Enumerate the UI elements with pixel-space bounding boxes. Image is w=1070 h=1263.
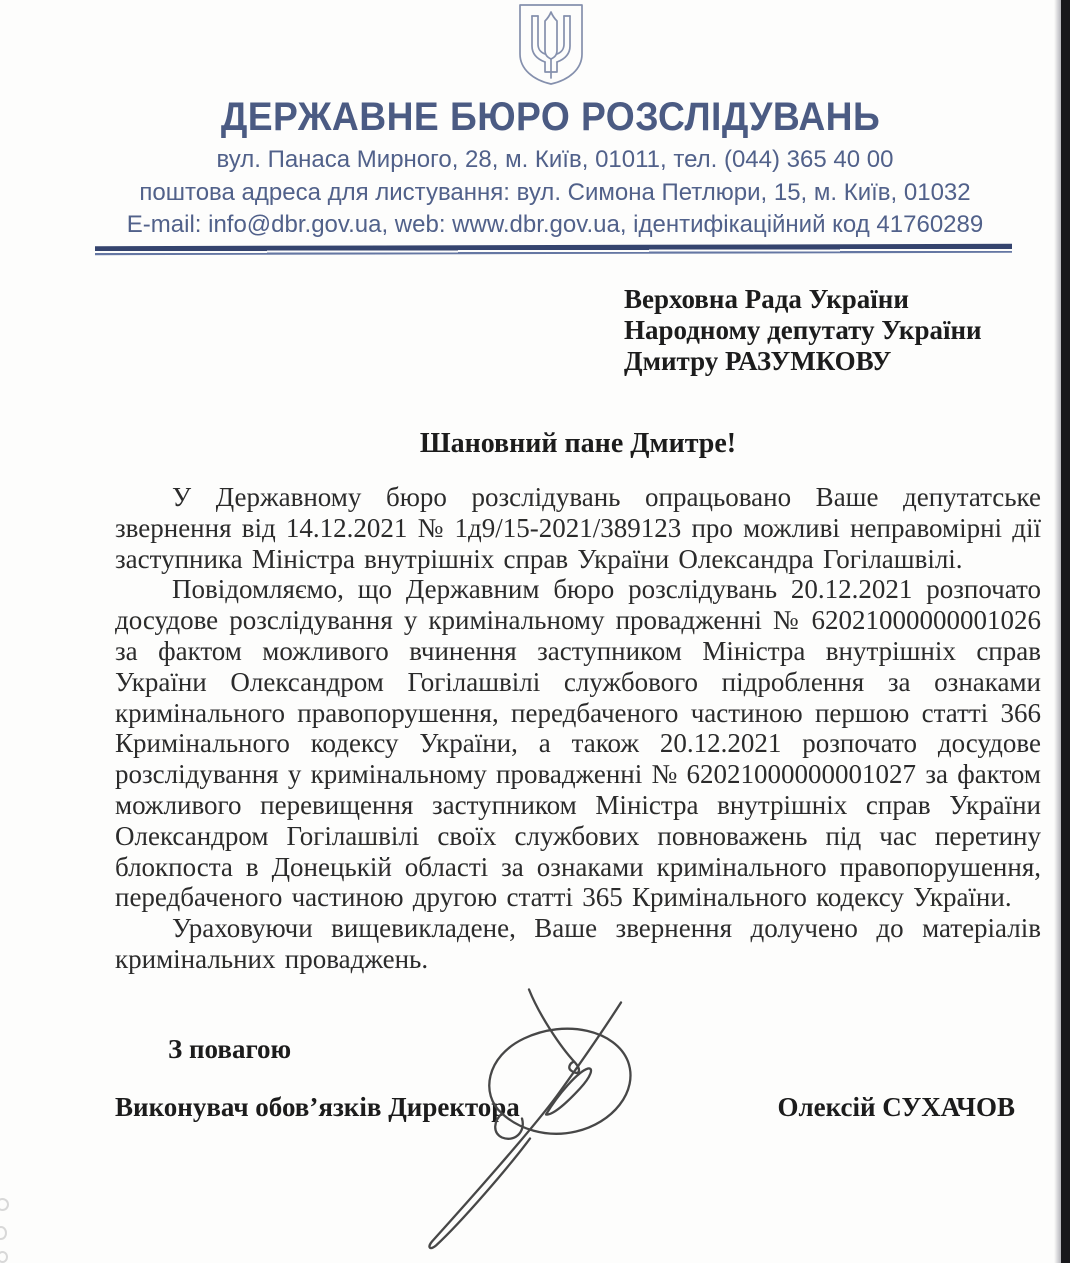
scan-artifact <box>0 1198 9 1211</box>
signer-title: Виконувач обов’язків Директора <box>115 1092 520 1122</box>
header-address-line-3: E-mail: info@dbr.gov.ua, web: www.dbr.gov.ua, ідентифікаційний код 41760289 <box>126 211 984 238</box>
signer-name: Олексій СУХАЧОВ <box>777 1092 1015 1122</box>
scan-artifact <box>0 1251 8 1263</box>
recipient-line-name: Дмитру РАЗУМКОВУ <box>624 346 892 376</box>
salutation: Шановний пане Дмитре! <box>419 428 737 459</box>
org-name-title <box>20 94 1070 140</box>
letter-body <box>115 482 1041 975</box>
scan-edge-shadow <box>1054 0 1061 1263</box>
ukraine-trident-icon <box>516 2 586 86</box>
recipient-block <box>624 284 982 377</box>
body-paragraph-2: Повідомляємо, що Державним бюро розслідувань 20.12.2021 розпочато досудове розслідування у кримінальному провадженні № 62021000000001026 за фактом можливого вчинення заступником Міністра внутрішніх справ України Олександром Гогілашвілі службового підроблення за ознаками кримінального правопорушення, передбаченого частиною першою статті 366 Кримінального кодексу України, а також 20.12.2021 розпочато досудове розслідування у кримінальному провадженні № 62021000000001027 за фактом можливого перевищення заступником Міністра внутрішніх справ України Олександром Гогілашвілі своїх службових повноважень під час перетину блокпоста в Донецькій області за ознаками кримінального правопорушення, передбаченого частиною другою статті 365 Кримінального кодексу України. <box>115 574 1041 913</box>
recipient-line-role: Народному депутату України <box>624 315 982 345</box>
recipient-line-institution: Верховна Рада України <box>624 284 909 314</box>
body-paragraph-3: Ураховуючи вищевикладене, Ваше звернення долучено до матеріалів кримінальних проваджень. <box>115 913 1041 974</box>
header-address-line-2: поштова адреса для листування: вул. Симона Петлюри, 15, м. Київ, 01032 <box>139 179 971 206</box>
scan-artifact <box>0 1226 7 1240</box>
scan-edge-band <box>1061 0 1070 1263</box>
handwritten-signature-icon <box>398 956 683 1261</box>
body-paragraph-1: У Державному бюро розслідувань опрацьовано Ваше депутатське звернення від 14.12.2021 № 1д9/15-2021/389123 про можливі неправомірні дії заступника Міністра внутрішніх справ України Олександра Гогілашвілі. <box>115 482 1041 574</box>
header-address-line-1: вул. Панаса Мирного, 28, м. Київ, 01011, тел. (044) 365 40 00 <box>216 146 894 173</box>
header-divider-rule <box>95 244 1012 255</box>
org-name-text: ДЕРЖАВНЕ БЮРО РОЗСЛІДУВАНЬ <box>220 95 880 139</box>
regards-line: З повагою <box>168 1034 292 1064</box>
